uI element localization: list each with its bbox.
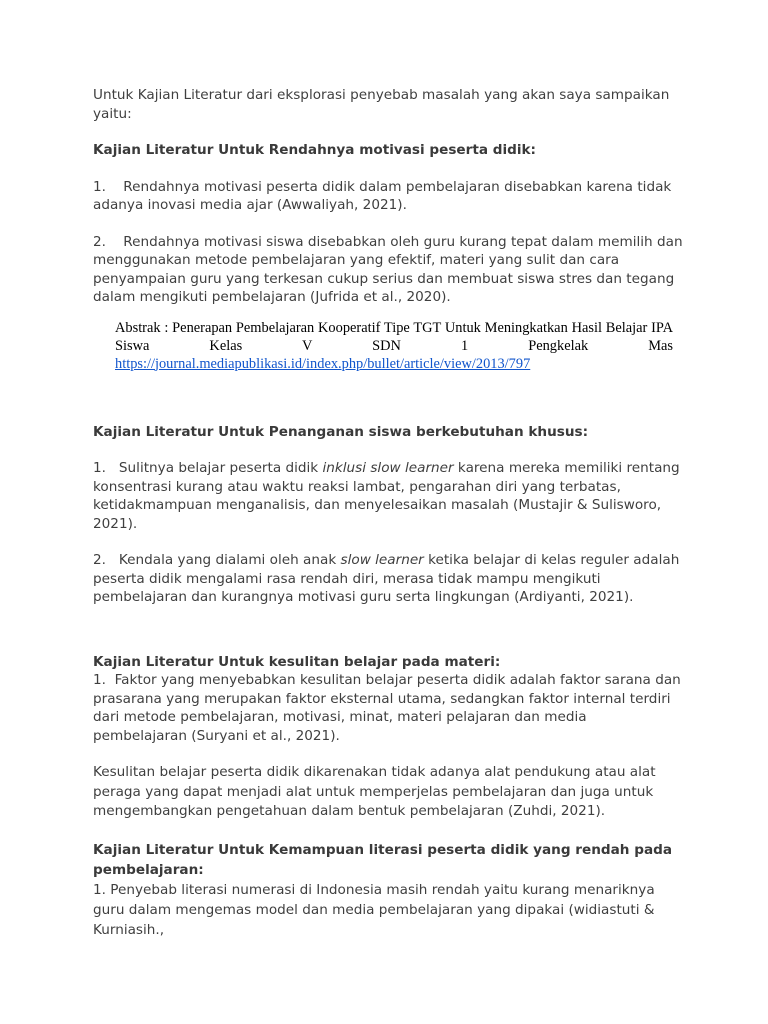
abstract-title: Abstrak : Penerapan Pembelajaran Kooperatif Tipe TGT Untuk Meningkatkan Hasil Belajar IPA Siswa Kelas V SDN 1 Pengkelak Mas [115, 319, 673, 354]
abk-point-1 [93, 459, 683, 533]
section-heading-abk: Kajian Literatur Untuk Penanganan siswa berkebutuhan khusus: [93, 423, 589, 440]
abk-point-2 [93, 551, 683, 607]
abk-point-2-text-a: 2. Kendala yang dialami oleh anak [93, 552, 341, 568]
abk-point-1-text-a: 1. Sulitnya belajar peserta didik [93, 460, 323, 476]
motivasi-point-1: 1. Rendahnya motivasi peserta didik dalam pembelajaran disebabkan karena tidak adanya inovasi media ajar (Awwaliyah, 2021). [93, 178, 676, 213]
abk-point-2-text-b: ketika belajar di kelas reguler adalah peserta didik mengalami rasa rendah diri, merasa tidak mampu mengikuti pembelajaran dan kurangnya motivasi guru serta lingkungan (Ardiyanti, 2021). [93, 552, 684, 605]
kesulitan-paragraph-2: Kesulitan belajar peserta didik dikarenakan tidak adanya alat pendukung atau alat peraga yang dapat menjadi alat untuk memperjelas pembelajaran dan juga untuk mengembangkan pengetahuan dalam bentuk pembelajaran (Zuhdi, 2021). [93, 764, 656, 819]
motivasi-point-2: 2. Rendahnya motivasi siswa disebabkan oleh guru kurang tepat dalam memilih dan menggunakan metode pembelajaran yang efektif, materi yang sulit dan cara penyampaian guru yang terkesan cukup serius dan membuat siswa stres dan tegang dalam mengikuti pembelajaran (Jufrida et al., 2020). [93, 233, 687, 305]
document-page [93, 86, 687, 940]
abk-point-1-text-b: karena mereka memiliki rentang konsentrasi kurang atau waktu reaksi lambat, pengarahan diri yang terbatas, ketidakmampuan menganalisis, dan menyelesaikan masalah (Mustajir & Sulisworo, 2021). [93, 460, 685, 532]
abk-point-1-emphasis: inklusi slow learner [322, 460, 454, 476]
abstract-link-line [115, 355, 673, 373]
section-heading-motivasi: Kajian Literatur Untuk Rendahnya motivasi peserta didik: [93, 142, 536, 158]
kesulitan-point-1: 1. Faktor yang menyebabkan kesulitan belajar peserta didik adalah faktor sarana dan prasarana yang merupakan faktor eksternal utama, sedangkan faktor internal terdiri dari metode pembelajaran, motivasi, minat, materi pelajaran dan media pembelajaran (Suryani et al., 2021). [93, 672, 686, 744]
section-heading-literasi: Kajian Literatur Untuk Kemampuan literasi peserta didik yang rendah pada pembelajaran: [93, 841, 673, 878]
abk-point-2-emphasis: slow learner [340, 552, 424, 568]
literasi-point-1: 1. Penyebab literasi numerasi di Indonesia masih rendah yaitu kurang menariknya guru dalam mengemas model dan media pembelajaran yang dipakai (widiastuti & Kurniasih., [93, 881, 655, 938]
intro-paragraph: Untuk Kajian Literatur dari eksplorasi penyebab masalah yang akan saya sampaikan yaitu: [93, 87, 670, 122]
abstract-link[interactable]: https://journal.mediapublikasi.id/index.php/bullet/article/view/2013/797 [115, 355, 531, 372]
section-heading-kesulitan: Kajian Literatur Untuk kesulitan belajar pada materi: [93, 653, 501, 670]
